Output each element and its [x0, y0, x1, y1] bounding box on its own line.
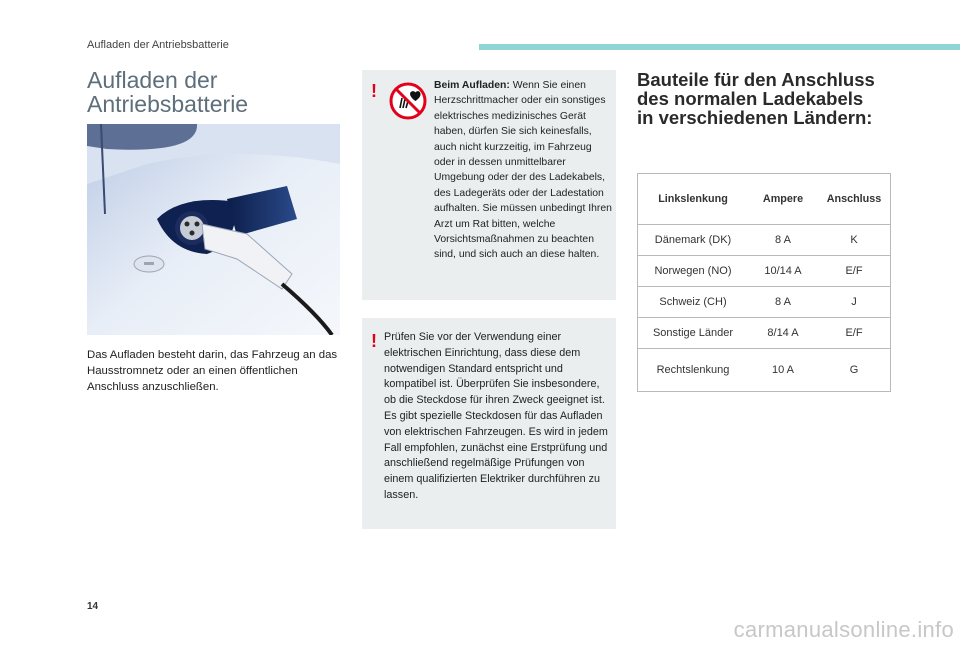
- table-cell: E/F: [818, 318, 891, 349]
- no-pacemaker-icon: [389, 82, 427, 120]
- table-cell: Rechtslenkung: [638, 349, 749, 392]
- warning-installation-text: Prüfen Sie vor der Verwendung einer elektrischen Einrichtung, dass diese dem notwendigen Standard entspricht und kompatibel ist. Überprüfen Sie insbesondere, ob die Steckdose für ihren Zweck geeignet ist. Es gibt spezielle Steckdosen für das Aufladen von elektrischen Fahrzeugen. Es wird in jedem Fall empfohlen, zunächst eine Erstprüfung und anschließend regelmäßige Prüfungen von einem qualifizierten Elektriker durchführen zu lassen.: [384, 331, 608, 501]
- warning-pacemaker-text: Beim Aufladen: Wenn Sie einen Herzschrittmacher oder ein sonstiges elektrisches medizinisches Gerät haben, dürfen Sie sich keinesfalls, auch nicht kurzzeitig, im Fahrzeug oder in dessen unmittelbarer Umgebung oder der des Ladekabels, des Ladegeräts oder der Ladestation aufhalten. Sie müssen unbedingt Ihren Arzt um Rat bitten, welche Vorsichtsmaßnahmen zu beachten sind, und sich auch an diese halten.: [434, 80, 612, 261]
- section-title: Bauteile für den Anschluss des normalen Ladekabels in verschiedenen Ländern:: [637, 69, 875, 128]
- table-header-cell: Ampere: [748, 174, 818, 225]
- table-cell: K: [818, 225, 891, 256]
- charging-port-photo: [87, 124, 340, 335]
- table-cell: Sonstige Länder: [638, 318, 749, 349]
- table-cell: 10 A: [748, 349, 818, 392]
- page-title: Aufladen der Antriebsbatterie: [87, 67, 249, 117]
- warning-box-installation: [362, 318, 616, 529]
- table-cell: 8 A: [748, 225, 818, 256]
- warning-exclamation-icon: !: [371, 331, 377, 351]
- table-header-cell: Linkslenkung: [638, 174, 749, 225]
- table-cell: J: [818, 287, 891, 318]
- table-row: [638, 318, 891, 349]
- table-row: [638, 287, 891, 318]
- table-cell: E/F: [818, 256, 891, 287]
- warning-box-pacemaker: [362, 70, 616, 300]
- running-header: Aufladen der Antriebsbatterie: [87, 39, 229, 51]
- table-cell: 10/14 A: [748, 256, 818, 287]
- table-cell: Dänemark (DK): [638, 225, 749, 256]
- table-cell: 8/14 A: [748, 318, 818, 349]
- table-cell: G: [818, 349, 891, 392]
- table-cell: Schweiz (CH): [638, 287, 749, 318]
- page-number: 14: [87, 601, 99, 612]
- table-row: [638, 256, 891, 287]
- table-header-cell: Anschluss: [818, 174, 891, 225]
- table-row: [638, 349, 891, 392]
- charging-port-illustration: [87, 124, 340, 335]
- table-cell: 8 A: [748, 287, 818, 318]
- header-accent-bar: [479, 44, 960, 50]
- table-row: [638, 225, 891, 256]
- table-cell: Norwegen (NO): [638, 256, 749, 287]
- intro-paragraph: Das Aufladen besteht darin, das Fahrzeug an das Hausstromnetz oder an einen öffentlichen Anschluss anzuschließen.: [87, 349, 338, 393]
- table-header-row: [638, 174, 891, 225]
- warning-exclamation-icon: !: [371, 81, 377, 101]
- watermark: carmanualsonline.info: [733, 617, 954, 642]
- connector-table: [637, 173, 891, 392]
